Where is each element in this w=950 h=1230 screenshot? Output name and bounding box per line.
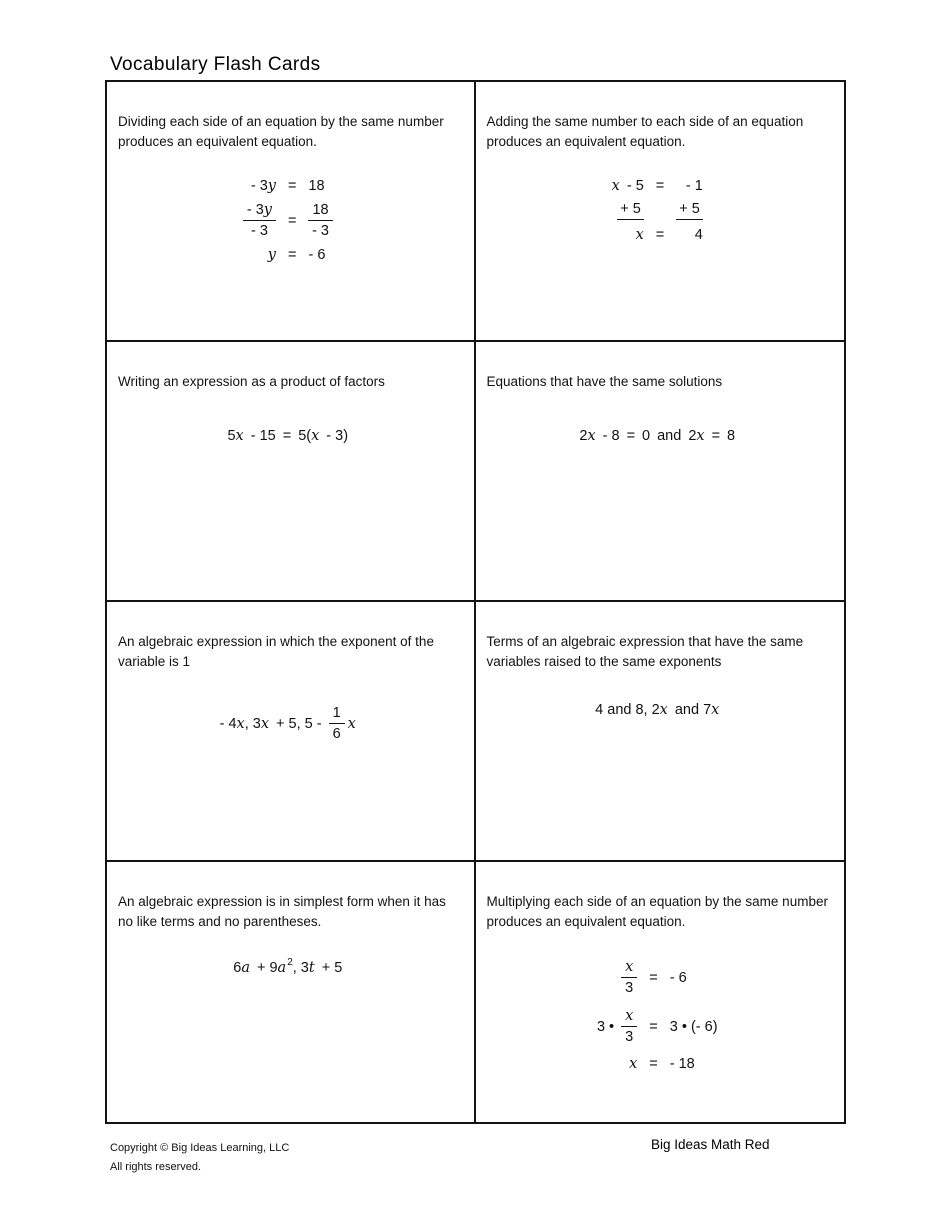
expression bbox=[233, 957, 343, 976]
flashcard-equivalent-equations-multiplication bbox=[476, 862, 845, 1122]
equation-steps bbox=[612, 178, 703, 243]
card-example bbox=[487, 428, 829, 444]
fraction bbox=[308, 201, 332, 240]
copyright-notice bbox=[110, 1139, 289, 1176]
flashcard-linear-expression bbox=[107, 602, 476, 862]
fraction-numerator: x bbox=[621, 1007, 637, 1027]
flashcard-equivalent-equations-addition bbox=[476, 82, 845, 342]
variable: x bbox=[659, 701, 668, 718]
equals-sign: = bbox=[288, 212, 297, 229]
equals-sign: = bbox=[649, 969, 658, 986]
variable: a bbox=[241, 959, 250, 976]
variable: x bbox=[635, 226, 644, 243]
card-example bbox=[118, 704, 458, 743]
equals-sign: = bbox=[655, 226, 665, 243]
fraction-denominator: - 3 bbox=[250, 223, 268, 240]
math-term: , 3 bbox=[292, 959, 309, 976]
flashcard-grid bbox=[105, 80, 846, 1124]
expression bbox=[227, 428, 348, 444]
math-term: 3 • bbox=[596, 1018, 615, 1035]
equals-sign: = bbox=[288, 247, 297, 264]
variable: y bbox=[263, 201, 272, 218]
variable: x bbox=[711, 701, 720, 718]
variable: x bbox=[696, 427, 705, 444]
flashcard-factoring-expression bbox=[107, 342, 476, 602]
math-term: - 4 bbox=[219, 715, 237, 732]
card-definition: Multiplying each side of an equation by the same number produces an equivalent equation. bbox=[486, 894, 828, 929]
fraction-numerator: 18 bbox=[308, 201, 332, 221]
equals-sign: = bbox=[282, 427, 292, 444]
fraction-numerator: 1 bbox=[329, 704, 345, 724]
page-title: Vocabulary Flash Cards bbox=[110, 54, 321, 75]
math-term: 6 bbox=[233, 959, 242, 976]
math-term: - 15 bbox=[250, 427, 276, 444]
math-term: - 3 bbox=[246, 201, 264, 218]
math-term: 8 bbox=[727, 427, 736, 444]
card-example bbox=[118, 957, 458, 976]
equation-rhs: - 18 bbox=[669, 1056, 695, 1073]
variable: x bbox=[236, 715, 245, 732]
card-definition: Dividing each side of an equation by the same number produces an equivalent equation. bbox=[118, 114, 444, 149]
fraction bbox=[621, 958, 637, 997]
underlined-term: + 5 bbox=[617, 201, 644, 220]
fraction-denominator: 6 bbox=[332, 726, 341, 743]
card-example bbox=[118, 178, 458, 263]
fraction-rhs bbox=[308, 201, 332, 240]
equation-rhs: 18 bbox=[308, 177, 325, 194]
equals-sign: = bbox=[649, 1018, 658, 1035]
card-definition: Adding the same number to each side of an equation produces an equivalent equation. bbox=[486, 114, 804, 149]
equals-sign: = bbox=[288, 177, 297, 194]
card-definition: An algebraic expression is in simplest form when it has no like terms and no parentheses. bbox=[118, 894, 446, 929]
math-term: + 9 bbox=[256, 959, 278, 976]
flashcard-equivalent-equations bbox=[476, 342, 845, 602]
exponent: 2 bbox=[287, 957, 293, 969]
fraction-numerator bbox=[243, 201, 276, 221]
math-term: 4 and 8, 2 bbox=[595, 701, 660, 718]
equation-rhs: 3 • (- 6) bbox=[669, 1018, 718, 1035]
variable: x bbox=[260, 715, 270, 732]
equation-rhs: - 1 bbox=[685, 177, 703, 194]
variable: x bbox=[587, 427, 596, 444]
math-term: , 3 bbox=[244, 715, 261, 732]
card-definition: Writing an expression as a product of factors bbox=[118, 374, 385, 389]
equation-steps bbox=[597, 958, 718, 1073]
variable: a bbox=[277, 959, 287, 976]
math-term: 5 bbox=[227, 427, 236, 444]
card-example bbox=[118, 428, 458, 444]
math-term: + 5 bbox=[321, 959, 343, 976]
math-term: 0 bbox=[642, 427, 651, 444]
variable: x bbox=[611, 177, 620, 194]
math-term: 2 bbox=[688, 427, 697, 444]
fraction-denominator: - 3 bbox=[312, 223, 329, 240]
card-definition: An algebraic expression in which the exponent of the variable is 1 bbox=[118, 634, 434, 669]
card-example bbox=[487, 178, 829, 243]
add-step-left bbox=[617, 201, 644, 220]
fraction-denominator: 3 bbox=[625, 980, 634, 997]
fraction bbox=[621, 1007, 637, 1046]
equation-rhs: 4 bbox=[694, 226, 703, 243]
fraction-lhs bbox=[243, 201, 276, 240]
flashcard-like-terms bbox=[476, 602, 845, 862]
copyright-line-1: Copyright © Big Ideas Learning, LLC bbox=[110, 1142, 290, 1154]
variable: y bbox=[267, 177, 276, 194]
math-term: - 5 bbox=[626, 177, 644, 194]
flashcard-simplest-form bbox=[107, 862, 476, 1122]
expression bbox=[579, 428, 735, 444]
multiply-step-lhs bbox=[597, 1007, 637, 1046]
fraction-denominator: 3 bbox=[625, 1029, 634, 1046]
expression bbox=[595, 702, 719, 718]
fraction-numerator: x bbox=[621, 958, 637, 978]
variable: y bbox=[267, 247, 276, 264]
variable: x bbox=[311, 427, 320, 444]
variable: x bbox=[235, 427, 244, 444]
math-term: - 3) bbox=[326, 427, 349, 444]
card-example bbox=[487, 702, 829, 718]
underlined-term: + 5 bbox=[676, 201, 703, 220]
math-term: 5( bbox=[298, 427, 312, 444]
variable: x bbox=[347, 715, 356, 732]
math-term: 2 bbox=[579, 427, 588, 444]
equation-steps bbox=[243, 178, 333, 263]
math-term: + 5, 5 - bbox=[276, 715, 322, 732]
add-step-right bbox=[676, 201, 703, 220]
brand-label: Big Ideas Math Red bbox=[651, 1137, 770, 1152]
variable: x bbox=[629, 1056, 638, 1073]
card-definition: Equations that have the same solutions bbox=[486, 374, 723, 389]
and-word: and 7 bbox=[674, 701, 712, 718]
equals-sign: = bbox=[655, 177, 665, 194]
fraction-lhs bbox=[621, 958, 637, 997]
and-word: and bbox=[657, 427, 682, 444]
math-term: - 8 bbox=[602, 427, 620, 444]
variable: t bbox=[308, 959, 315, 976]
expression bbox=[220, 704, 356, 743]
equation-rhs: - 6 bbox=[669, 969, 687, 986]
card-definition: Terms of an algebraic expression that have the same variables raised to the same exponents bbox=[486, 634, 804, 669]
math-term: - 3 bbox=[250, 177, 268, 194]
equation-lhs bbox=[612, 178, 644, 194]
card-example bbox=[487, 958, 829, 1073]
equation-lhs bbox=[251, 178, 276, 194]
copyright-line-2: All rights reserved. bbox=[110, 1160, 202, 1173]
fraction bbox=[243, 201, 276, 240]
flashcard-equivalent-equations-division bbox=[107, 82, 476, 342]
equals-sign: = bbox=[711, 427, 721, 444]
equation-rhs: - 6 bbox=[308, 247, 326, 264]
fraction bbox=[329, 704, 345, 743]
equals-sign: = bbox=[649, 1056, 658, 1073]
equals-sign: = bbox=[626, 427, 636, 444]
